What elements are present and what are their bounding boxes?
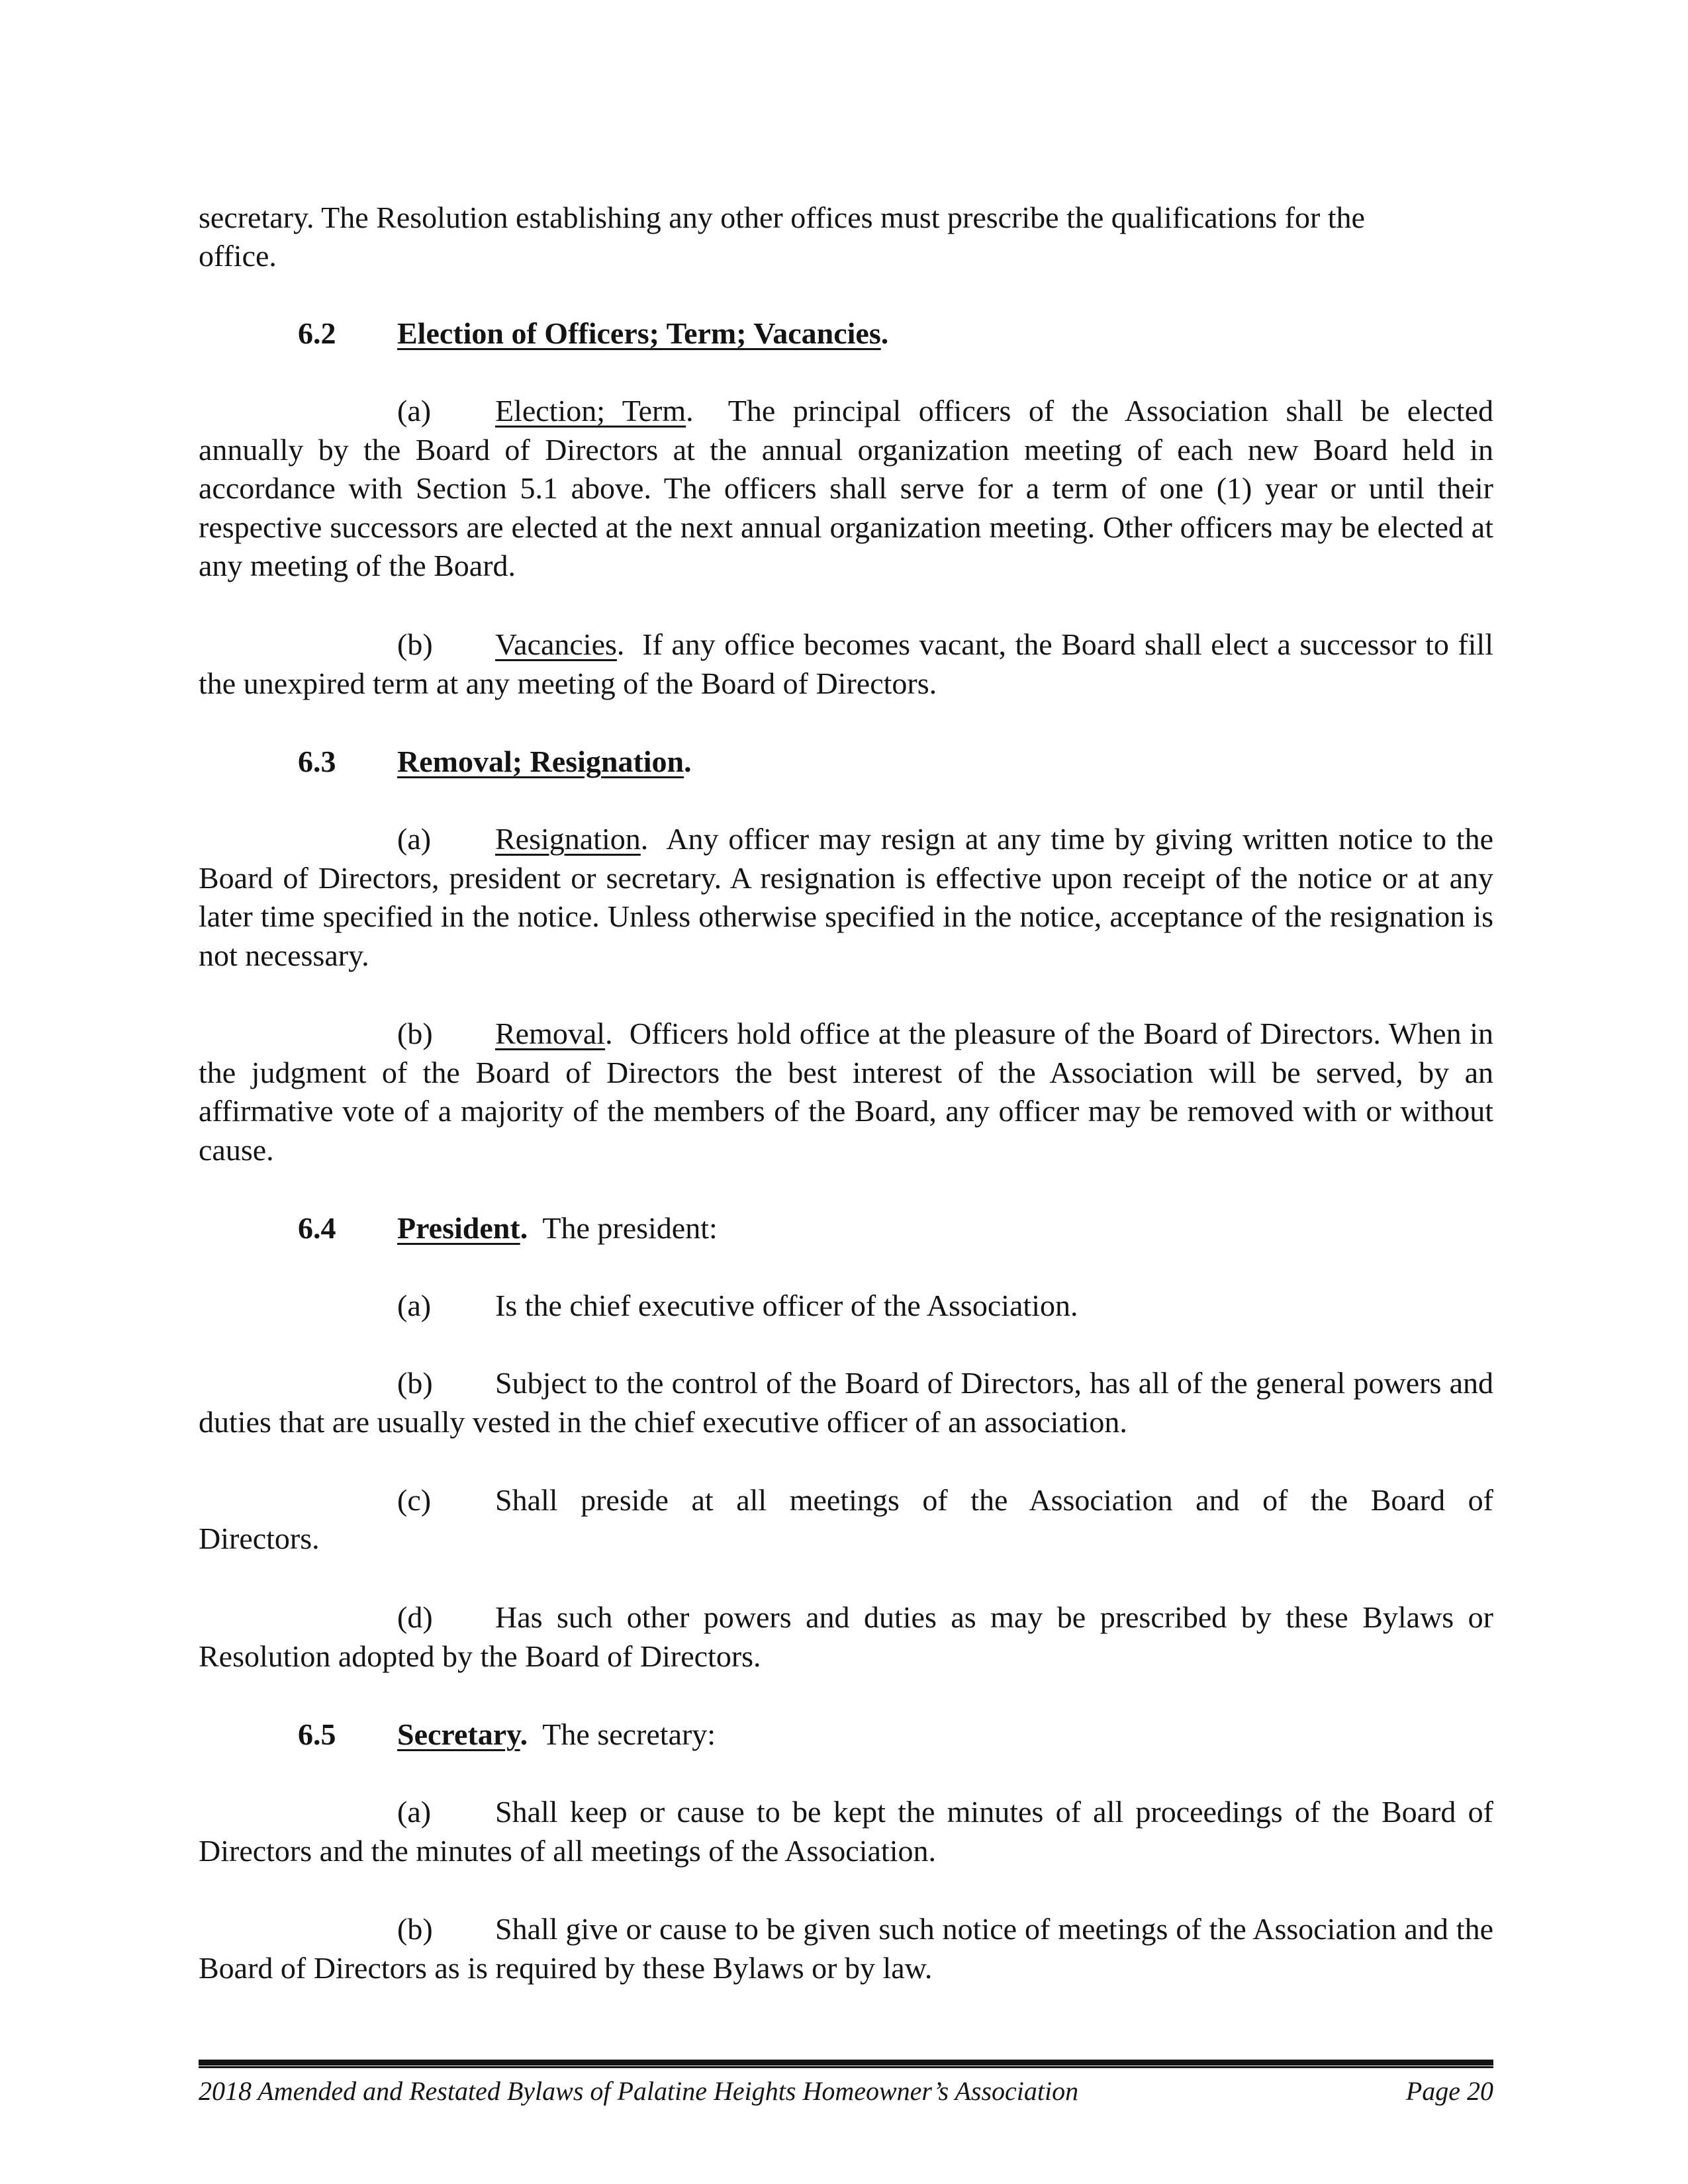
section-6-4-b <box>199 1364 1493 1441</box>
intro-text-1: secretary. The Resolution establishing any other offices must prescribe the qualifications for the <box>199 201 1365 234</box>
intro-line-2 <box>199 237 1493 276</box>
item-text: Officers hold office at the pleasure of the Board of Directors. When in the judgment of the Board of Directors the best interest of the Association will be served, by an affirmative vote of a majority of the members of the Board, any officer may be removed with or without cause. <box>199 1017 1493 1167</box>
item-text: Shall preside at all meetings of the Association and of the Board of <box>495 1483 1493 1517</box>
section-6-4-heading: 6.4 President. The president: <box>199 1209 1493 1248</box>
section-number: 6.2 <box>298 316 336 350</box>
item-letter: (a) <box>397 394 432 428</box>
item-letter: (d) <box>397 1600 433 1634</box>
footer-document-title: 2018 Amended and Restated Bylaws of Palatine Heights Homeowner’s Association <box>199 2076 1079 2106</box>
item-text: Any officer may resign at any time by giving written notice to the Board of Directors, president or secretary. A resignation is effective upon receipt of the notice or at any later time specified in the notice. Unless otherwise specified in the notice, acceptance of the resignation is not necessary. <box>199 822 1493 972</box>
section-number: 6.3 <box>298 745 336 778</box>
section-6-4-c-cont <box>199 1520 1493 1559</box>
section-6-4-c <box>199 1481 1493 1520</box>
item-text-cont: Directors. <box>199 1522 320 1555</box>
item-text: Shall give or cause to be given such notice of meetings of the Association and the Board of Directors as is required by these Bylaws or by law. <box>199 1912 1493 1985</box>
item-title: Vacancies <box>495 627 617 661</box>
section-title: Secretary <box>397 1717 520 1751</box>
footer-page-number: Page 20 <box>1405 2076 1493 2106</box>
section-6-3-b: (b) Removal. Officers hold office at the pleasure of the Board of Directors. When in the judgment of the Board of Directors the best interest of the Association will be served, by an affirmative vote of a majority of the members of the Board, any officer may be removed with or without cause. <box>199 1015 1493 1169</box>
item-letter: (a) <box>397 1289 432 1322</box>
footer-divider <box>199 2060 1493 2068</box>
section-title: President <box>397 1211 520 1245</box>
item-text: Shall keep or cause to be kept the minutes of all proceedings of the Board of Directors and the minutes of all meetings of the Association. <box>199 1795 1493 1868</box>
section-6-5-b <box>199 1910 1493 1987</box>
section-6-4-a <box>199 1287 1493 1326</box>
section-lead: The president: <box>542 1211 718 1245</box>
section-6-5-heading: 6.5 Secretary. The secretary: <box>199 1715 1493 1754</box>
section-6-2-heading: 6.2 Election of Officers; Term; Vacancies. <box>199 314 1493 353</box>
intro-line-1 <box>199 199 1493 238</box>
item-title: Election; Term <box>495 394 686 428</box>
section-number: 6.5 <box>298 1717 336 1751</box>
section-6-5-a <box>199 1793 1493 1870</box>
item-letter: (a) <box>397 822 432 856</box>
section-6-4-d <box>199 1598 1493 1676</box>
item-letter: (b) <box>397 1912 433 1946</box>
item-text: The principal officers of the Association shall be elected annually by the Board of Directors at the annual organization meeting of each new Board held in accordance with Section 5.1 above. The officers shall serve for a term of one (1) year or until their respective successors are elected at the next annual organization meeting. Other officers may be elected at any meeting of the Board. <box>199 394 1493 582</box>
item-letter: (b) <box>397 627 433 661</box>
item-text: Has such other powers and duties as may be prescribed by these Bylaws or Resolution adopted by the Board of Directors. <box>199 1600 1493 1673</box>
section-title: Removal; Resignation <box>397 745 684 778</box>
section-number: 6.4 <box>298 1211 336 1245</box>
item-letter: (b) <box>397 1017 433 1050</box>
item-text: Subject to the control of the Board of Directors, has all of the general powers and duties that are usually vested in the chief executive officer of an association. <box>199 1366 1493 1439</box>
intro-text-2: office. <box>199 239 277 273</box>
section-6-2-b: (b) Vacancies. If any office becomes vacant, the Board shall elect a successor to fill the unexpired term at any meeting of the Board of Directors. <box>199 625 1493 703</box>
section-lead: The secretary: <box>542 1717 716 1751</box>
item-title: Removal <box>495 1017 606 1050</box>
item-letter: (a) <box>397 1795 432 1829</box>
item-letter: (c) <box>397 1483 432 1517</box>
item-letter: (b) <box>397 1366 433 1400</box>
item-text: If any office becomes vacant, the Board shall elect a successor to fill the unexpired term at any meeting of the Board of Directors. <box>199 627 1493 700</box>
section-6-2-a: (a) Election; Term. The principal officers of the Association shall be elected annually by the Board of Directors at the annual organization meeting of each new Board held in accordance with Section 5.1 above. The officers shall serve for a term of one (1) year or until their respective successors are elected at the next annual organization meeting. Other officers may be elected at any meeting of the Board. <box>199 392 1493 586</box>
section-6-3-a: (a) Resignation. Any officer may resign at any time by giving written notice to the Board of Directors, president or secretary. A resignation is effective upon receipt of the notice or at any later time specified in the notice. Unless otherwise specified in the notice, acceptance of the resignation is not necessary. <box>199 820 1493 975</box>
item-title: Resignation <box>495 822 641 856</box>
item-text: Is the chief executive officer of the Association. <box>495 1289 1078 1322</box>
section-title: Election of Officers; Term; Vacancies <box>397 316 881 350</box>
section-6-3-heading: 6.3 Removal; Resignation. <box>199 743 1493 782</box>
